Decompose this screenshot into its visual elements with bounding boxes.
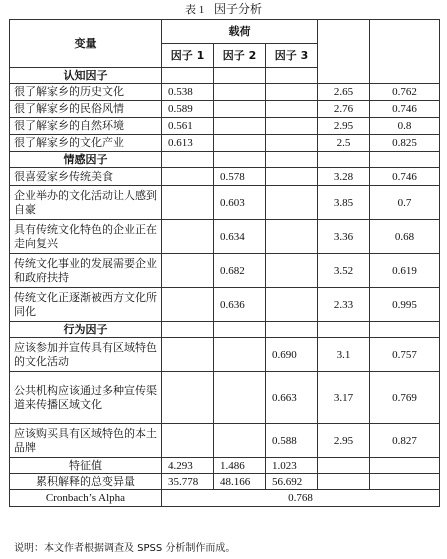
factor-analysis-table	[9, 19, 440, 507]
table-row	[10, 220, 440, 254]
mean-value: 3.1	[318, 338, 370, 372]
mean-value: 2.76	[318, 101, 370, 118]
row-label: 传统文化事业的发展需要企业和政府扶持	[10, 254, 162, 288]
loading-f1	[162, 338, 214, 372]
row-label: 公共机构应该通过多种宣传渠道来传播区域文化	[10, 372, 162, 424]
header-row-1	[10, 20, 440, 44]
row-label: 很喜爱家乡传统美食	[10, 168, 162, 186]
loading-f3	[266, 118, 318, 135]
loading-f2	[214, 135, 266, 152]
cumulative-variance-label: 累积解释的总变异量	[10, 474, 162, 490]
row-label: 企业举办的文化活动让人感到自豪	[10, 186, 162, 220]
eigenvalue-label: 特征值	[10, 458, 162, 474]
mean-value: 2.95	[318, 424, 370, 458]
header-variable: 变量	[10, 20, 162, 68]
sd-value: 0.746	[370, 168, 440, 186]
loading-f3	[266, 186, 318, 220]
mean-value: 3.28	[318, 168, 370, 186]
loading-f2	[214, 338, 266, 372]
row-label: 很了解家乡的民俗风情	[10, 101, 162, 118]
cumulative-variance-row	[10, 474, 440, 490]
header-sd-spacer	[370, 20, 440, 68]
row-label: 具有传统文化特色的企业正在走向复兴	[10, 220, 162, 254]
mean-value: 3.36	[318, 220, 370, 254]
eigenvalue-f1: 4.293	[162, 458, 214, 474]
table-row	[10, 288, 440, 322]
loading-f3	[266, 220, 318, 254]
loading-f2: 0.603	[214, 186, 266, 220]
header-mean-spacer	[318, 20, 370, 68]
cumulative-f3: 56.692	[266, 474, 318, 490]
table-row	[10, 84, 440, 101]
row-label: 很了解家乡的历史文化	[10, 84, 162, 101]
sd-value: 0.825	[370, 135, 440, 152]
header-factor1: 因子 1	[162, 44, 214, 68]
row-label: 应该购买具有区域特色的本土品牌	[10, 424, 162, 458]
table-row	[10, 101, 440, 118]
loading-f1	[162, 186, 214, 220]
sd-value: 0.769	[370, 372, 440, 424]
loading-f1	[162, 168, 214, 186]
loading-f1: 0.538	[162, 84, 214, 101]
cronbach-alpha-value: 0.768	[162, 490, 440, 507]
loading-f3	[266, 101, 318, 118]
loading-f3	[266, 84, 318, 101]
loading-f1	[162, 424, 214, 458]
loading-f2	[214, 84, 266, 101]
table-row	[10, 254, 440, 288]
mean-value: 3.85	[318, 186, 370, 220]
sd-value: 0.619	[370, 254, 440, 288]
mean-value: 2.5	[318, 135, 370, 152]
loading-f3	[266, 135, 318, 152]
header-loading: 载荷	[162, 20, 318, 44]
mean-value: 2.65	[318, 84, 370, 101]
loading-f1	[162, 220, 214, 254]
cronbach-alpha-label: Cronbach’s Alpha	[10, 490, 162, 507]
cronbach-alpha-row	[10, 490, 440, 507]
loading-f1: 0.589	[162, 101, 214, 118]
section-row	[10, 68, 440, 84]
loading-f2	[214, 372, 266, 424]
sd-value: 0.7	[370, 186, 440, 220]
table-note: 说明：本文作者根据调查及 SPSS 分析制作而成。	[14, 543, 236, 554]
mean-value: 3.17	[318, 372, 370, 424]
cumulative-f1: 35.778	[162, 474, 214, 490]
eigenvalue-f3: 1.023	[266, 458, 318, 474]
cumulative-f2: 48.166	[214, 474, 266, 490]
eigenvalue-f2: 1.486	[214, 458, 266, 474]
mean-value: 2.33	[318, 288, 370, 322]
loading-f2: 0.578	[214, 168, 266, 186]
loading-f2	[214, 101, 266, 118]
section-title: 情感因子	[10, 152, 162, 168]
row-label: 应该参加并宣传具有区域特色的文化活动	[10, 338, 162, 372]
table-row	[10, 372, 440, 424]
table-row	[10, 338, 440, 372]
section-title: 行为因子	[10, 322, 162, 338]
loading-f1: 0.561	[162, 118, 214, 135]
loading-f2	[214, 118, 266, 135]
mean-value: 2.95	[318, 118, 370, 135]
table-row	[10, 186, 440, 220]
section-row	[10, 152, 440, 168]
loading-f2: 0.682	[214, 254, 266, 288]
header-factor2: 因子 2	[214, 44, 266, 68]
sd-value: 0.995	[370, 288, 440, 322]
sd-value: 0.746	[370, 101, 440, 118]
loading-f3: 0.588	[266, 424, 318, 458]
loading-f3	[266, 288, 318, 322]
loading-f1	[162, 372, 214, 424]
sd-value: 0.827	[370, 424, 440, 458]
sd-value: 0.757	[370, 338, 440, 372]
sd-value: 0.8	[370, 118, 440, 135]
header-factor3: 因子 3	[266, 44, 318, 68]
table-row	[10, 168, 440, 186]
loading-f1	[162, 288, 214, 322]
loading-f1	[162, 254, 214, 288]
sd-value: 0.762	[370, 84, 440, 101]
loading-f3: 0.690	[266, 338, 318, 372]
caption-label: 表 1	[184, 4, 205, 16]
table-row	[10, 424, 440, 458]
table-row	[10, 118, 440, 135]
table-row	[10, 135, 440, 152]
row-label: 很了解家乡的文化产业	[10, 135, 162, 152]
loading-f1: 0.613	[162, 135, 214, 152]
section-title: 认知因子	[10, 68, 162, 84]
loading-f3	[266, 168, 318, 186]
loading-f3: 0.663	[266, 372, 318, 424]
loading-f3	[266, 254, 318, 288]
row-label: 传统文化正逐渐被西方文化所同化	[10, 288, 162, 322]
loading-f2	[214, 424, 266, 458]
sd-value: 0.68	[370, 220, 440, 254]
eigenvalue-row	[10, 458, 440, 474]
table-caption	[0, 0, 447, 18]
section-row	[10, 322, 440, 338]
mean-value: 3.52	[318, 254, 370, 288]
row-label: 很了解家乡的自然环境	[10, 118, 162, 135]
loading-f2: 0.634	[214, 220, 266, 254]
caption-title: 因子分析	[214, 2, 263, 16]
loading-f2: 0.636	[214, 288, 266, 322]
